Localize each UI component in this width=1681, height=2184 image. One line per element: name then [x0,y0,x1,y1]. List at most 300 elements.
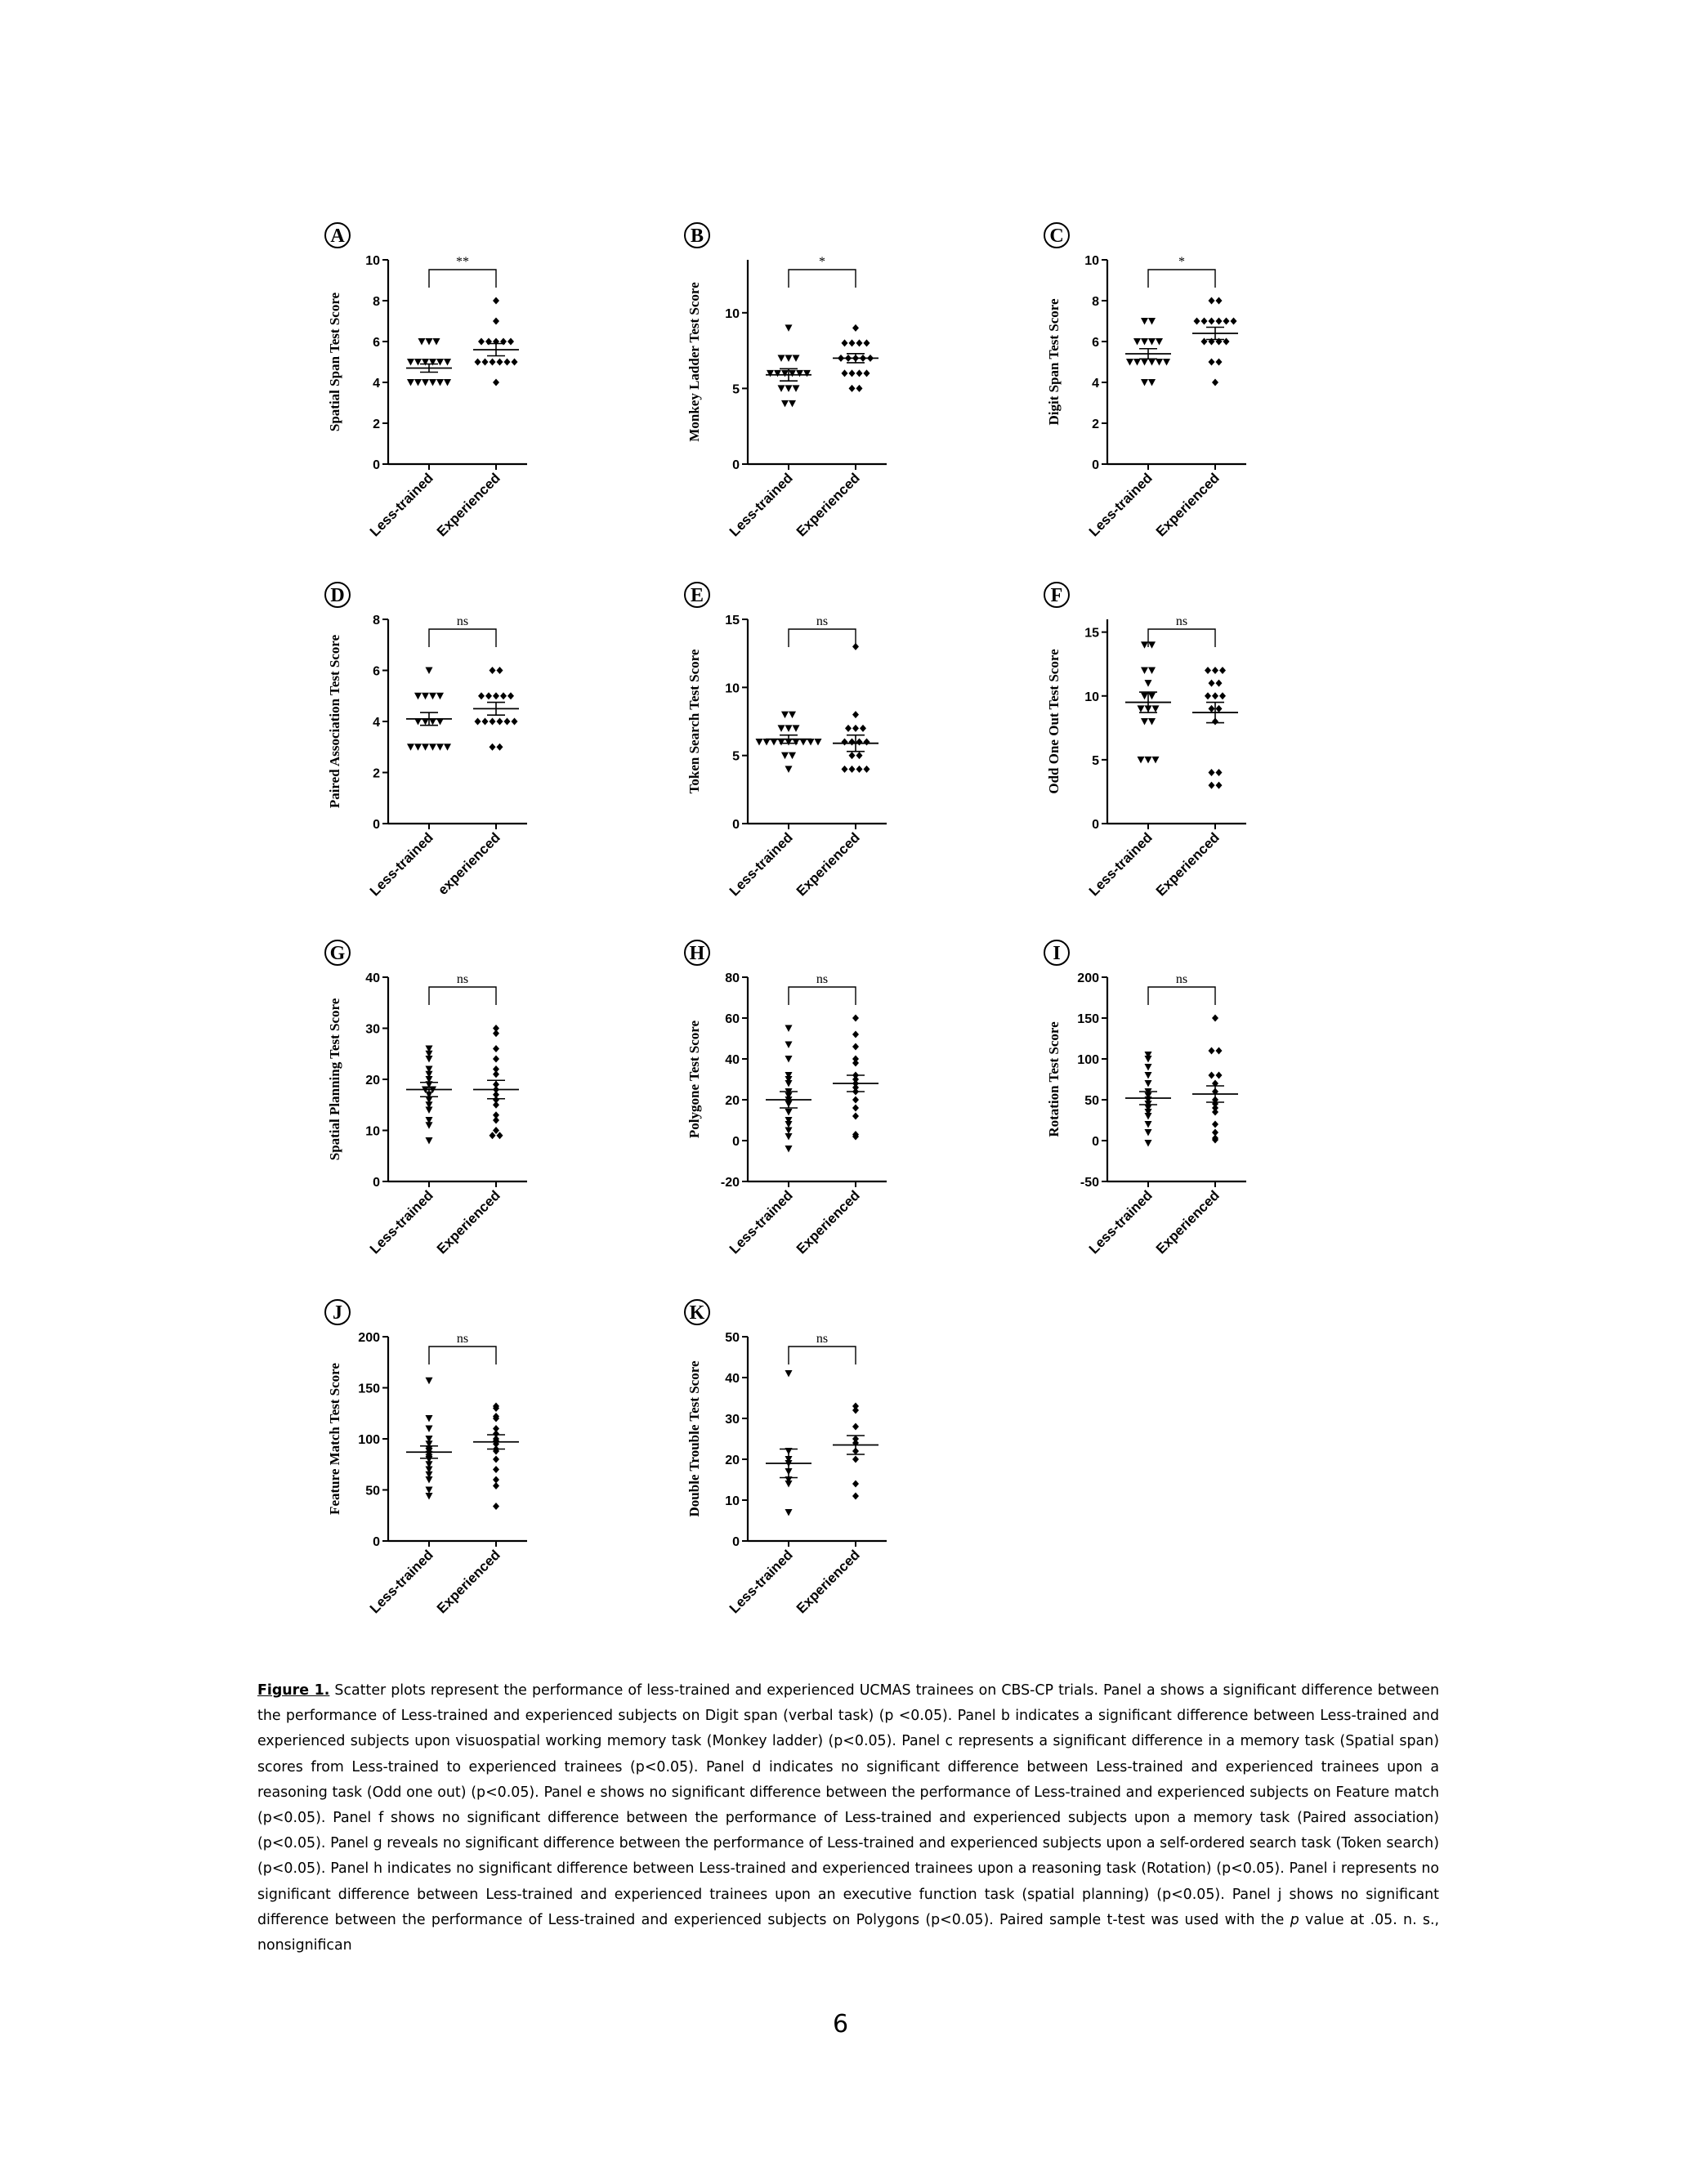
y-tick-label: 0 [373,1535,380,1549]
data-point-experienced [493,1025,499,1032]
page-number: 6 [832,2010,849,2039]
panel-k [666,1297,977,1661]
significance-bracket [789,270,856,288]
data-point-less-trained [426,1137,433,1145]
y-axis-label: Feature Match Test Score [327,1363,342,1515]
y-tick-label: 100 [1077,1053,1099,1067]
data-point-less-trained [1141,641,1148,649]
data-point-experienced [1231,318,1237,325]
data-point-less-trained [1141,379,1148,386]
significance-bracket [1148,629,1215,647]
y-axis-label: Spatial Planning Test Score [327,998,342,1161]
category-label: Less-trained [366,829,436,900]
data-point-experienced [500,692,507,699]
data-point-experienced [856,766,863,773]
data-point-experienced [856,339,863,346]
significance-label: ** [456,255,469,269]
data-point-experienced [1212,1015,1218,1022]
panel-i [1026,938,1336,1302]
category-label: Experienced [433,470,503,540]
data-point-less-trained [1126,359,1133,366]
data-point-less-trained [1148,338,1156,346]
data-point-less-trained [426,338,433,346]
y-tick-label: 20 [725,1454,740,1467]
data-point-less-trained [785,1025,793,1033]
data-point-experienced [512,359,518,366]
data-point-experienced [493,692,499,699]
data-point-less-trained [1138,757,1145,764]
y-tick-label: 5 [732,749,740,764]
data-point-experienced [490,359,496,366]
data-point-experienced [493,297,499,305]
data-point-experienced [493,318,499,325]
data-point-less-trained [418,338,426,346]
data-point-less-trained [789,753,796,760]
data-point-experienced [852,1493,859,1500]
y-tick-label: 5 [1092,753,1099,768]
data-point-experienced [856,739,863,746]
y-tick-label: 0 [373,458,380,472]
y-tick-label: 0 [732,458,740,472]
data-point-experienced [864,339,870,346]
data-point-experienced [852,1096,859,1104]
data-point-less-trained [414,744,422,751]
data-point-less-trained [436,693,444,700]
y-tick-label: 0 [373,818,380,832]
data-point-experienced [849,385,856,392]
data-point-experienced [1216,359,1223,366]
data-point-experienced [1212,667,1218,674]
data-point-experienced [1205,692,1211,699]
y-tick-label: 30 [725,1413,740,1427]
scatter-plot-f [1026,580,1336,944]
y-tick-label: 10 [365,254,380,268]
scatter-plot-e [666,580,977,944]
category-label: Less-trained [366,1547,436,1617]
y-tick-label: 4 [373,716,380,730]
scatter-plot-j [306,1297,617,1661]
data-point-less-trained [1145,1129,1152,1137]
data-point-less-trained [1148,668,1156,675]
data-point-experienced [493,1456,499,1463]
significance-label: * [819,255,825,269]
data-point-experienced [493,1045,499,1052]
data-point-less-trained [426,1378,433,1385]
y-tick-label: 50 [1084,1094,1099,1108]
y-tick-label: 10 [725,1494,740,1508]
data-point-less-trained [1148,359,1156,366]
category-label: Less-trained [1085,1187,1156,1257]
data-point-experienced [1216,318,1223,325]
y-tick-label: 10 [1084,690,1099,704]
data-point-experienced [497,1132,503,1139]
data-point-experienced [852,1423,859,1431]
panel-label: H [689,943,705,964]
data-point-experienced [1209,359,1215,366]
data-point-experienced [842,339,848,346]
y-tick-label: 50 [365,1484,380,1498]
y-tick-label: 100 [358,1433,380,1447]
data-point-experienced [1216,782,1223,789]
data-point-less-trained [781,400,789,408]
significance-bracket [789,987,856,1005]
data-point-experienced [1209,1047,1215,1055]
data-point-less-trained [444,359,451,366]
data-point-less-trained [426,1487,433,1494]
y-axis-label: Monkey Ladder Test Score [686,282,702,442]
significance-label: ns [456,614,469,628]
data-point-less-trained [414,693,422,700]
y-tick-label: 0 [732,1135,740,1149]
category-label: Less-trained [366,1187,436,1257]
data-point-experienced [852,1056,859,1063]
panel-j [306,1297,617,1661]
y-tick-label: 5 [732,382,740,397]
data-point-less-trained [778,355,785,362]
data-point-less-trained [785,1042,793,1049]
data-point-experienced [849,739,856,746]
significance-bracket [429,987,496,1005]
data-point-experienced [493,1065,499,1073]
y-tick-label: 10 [365,1124,380,1139]
data-point-experienced [490,1132,496,1139]
data-point-less-trained [785,1109,793,1116]
y-tick-label: 6 [1092,336,1099,350]
y-tick-label: 80 [725,971,740,985]
data-point-less-trained [1163,359,1170,366]
data-point-less-trained [407,359,414,366]
data-point-experienced [493,1056,499,1063]
data-point-less-trained [785,385,793,392]
category-label: Less-trained [726,1187,796,1257]
data-point-less-trained [815,739,822,746]
data-point-experienced [1201,318,1208,325]
scatter-plot-i [1026,938,1336,1302]
data-point-experienced [1216,769,1223,776]
y-axis-label: Token Search Test Score [686,649,702,794]
y-tick-label: 10 [1084,254,1099,268]
category-label: Less-trained [366,470,436,540]
data-point-less-trained [785,725,793,732]
data-point-experienced [849,752,856,759]
data-point-experienced [482,359,489,366]
data-point-less-trained [793,385,800,392]
y-tick-label: 8 [373,614,380,628]
panel-f [1026,580,1336,944]
data-point-experienced [852,1456,859,1463]
data-point-less-trained [789,370,796,377]
data-point-experienced [852,324,859,332]
data-point-less-trained [756,739,763,746]
data-point-experienced [512,718,518,726]
data-point-experienced [490,744,496,751]
scatter-plot-k [666,1297,977,1661]
y-tick-label: 10 [725,681,740,696]
significance-label: ns [816,614,829,628]
data-point-experienced [856,752,863,759]
significance-bracket [429,1347,496,1364]
scatter-plot-c [1026,221,1336,584]
data-point-less-trained [1145,1080,1152,1088]
data-point-less-trained [444,744,451,751]
data-point-less-trained [774,370,781,377]
data-point-experienced [1209,1072,1215,1079]
category-label: Less-trained [1085,470,1156,540]
data-point-less-trained [785,766,793,773]
y-tick-label: 30 [365,1022,380,1037]
category-label: Experienced [793,1547,863,1617]
category-label: Experienced [433,1187,503,1257]
data-point-less-trained [785,1146,793,1153]
y-tick-label: 0 [1092,1135,1099,1149]
data-point-less-trained [785,1056,793,1063]
data-point-less-trained [1141,338,1148,346]
y-tick-label: 0 [732,818,740,832]
panel-label: A [330,226,345,247]
panel-h [666,938,977,1302]
data-point-experienced [493,1127,499,1134]
data-point-experienced [852,1113,859,1120]
y-tick-label: 2 [1092,418,1099,431]
data-point-experienced [490,667,496,674]
data-point-experienced [856,369,863,377]
data-point-less-trained [1141,668,1148,675]
y-tick-label: 15 [1084,626,1099,641]
data-point-experienced [1209,769,1215,776]
y-tick-label: 15 [725,614,740,628]
scatter-plot-b [666,221,977,584]
data-point-less-trained [414,379,422,386]
significance-bracket [429,270,496,288]
data-point-experienced [849,339,856,346]
data-point-less-trained [785,1133,793,1141]
data-point-experienced [1216,705,1223,712]
data-point-experienced [852,1043,859,1051]
data-point-experienced [1209,782,1215,789]
data-point-less-trained [422,693,429,700]
data-point-less-trained [789,712,796,719]
panel-d [306,580,617,944]
data-point-less-trained [1148,318,1156,325]
data-point-experienced [864,739,870,746]
data-point-experienced [852,711,859,718]
data-point-less-trained [1133,359,1141,366]
y-tick-label: -50 [1080,1176,1099,1190]
data-point-less-trained [1148,641,1156,649]
data-point-experienced [852,1105,859,1112]
y-tick-label: 0 [732,1535,740,1549]
y-axis-label: Spatial Span Test Score [327,292,342,432]
data-point-experienced [478,692,485,699]
data-point-experienced [497,718,503,726]
y-axis-label: Polygone Test Score [686,1020,702,1139]
y-tick-label: 2 [373,418,380,431]
category-label: Experienced [433,1547,503,1617]
scatter-plot-h [666,938,977,1302]
data-point-less-trained [1156,359,1163,366]
y-tick-label: 4 [1092,377,1099,391]
category-label: Experienced [793,829,863,900]
data-point-less-trained [1141,359,1148,366]
y-tick-label: 40 [365,971,380,985]
data-point-experienced [852,643,859,650]
data-point-less-trained [1145,1064,1152,1071]
data-point-less-trained [1152,705,1160,712]
category-label: Less-trained [726,1547,796,1617]
scatter-plot-g [306,938,617,1302]
significance-label: ns [1175,972,1188,986]
y-tick-label: 150 [358,1382,380,1396]
data-point-less-trained [785,1128,793,1135]
data-point-less-trained [793,725,800,732]
panel-label: C [1049,226,1064,247]
significance-label: ns [816,1332,829,1346]
significance-bracket [1148,987,1215,1005]
category-label: Experienced [1152,470,1223,540]
data-point-experienced [490,718,496,726]
data-point-less-trained [781,712,789,719]
data-point-less-trained [793,355,800,362]
data-point-less-trained [1133,338,1141,346]
panel-g [306,938,617,1302]
y-axis-label: Rotation Test Score [1046,1021,1062,1137]
data-point-less-trained [444,379,451,386]
data-point-less-trained [781,370,789,377]
caption-p-italic: p [1290,1911,1299,1928]
data-point-experienced [842,369,848,377]
y-tick-label: -20 [720,1176,740,1190]
y-tick-label: 4 [373,377,380,391]
data-point-experienced [1212,1121,1218,1128]
data-point-experienced [1216,297,1223,305]
data-point-experienced [497,744,503,751]
data-point-less-trained [1145,1121,1152,1128]
data-point-less-trained [767,370,774,377]
y-tick-label: 2 [373,766,380,781]
panel-b [666,221,977,584]
data-point-experienced [852,1015,859,1022]
data-point-less-trained [426,1426,433,1433]
panel-e [666,580,977,944]
data-point-less-trained [1148,693,1156,700]
category-label: Experienced [793,470,863,540]
significance-label: ns [1175,614,1188,628]
data-point-experienced [1209,318,1215,325]
data-point-experienced [1223,318,1230,325]
y-tick-label: 40 [725,1372,740,1386]
data-point-less-trained [426,668,433,675]
data-point-experienced [864,369,870,377]
caption-text-end: value at .05. n. s., nonsignifican [257,1911,1440,1954]
data-point-experienced [1216,1047,1223,1055]
data-point-less-trained [785,324,793,331]
y-tick-label: 8 [373,295,380,309]
data-point-less-trained [429,379,436,386]
panel-label: G [329,943,346,964]
data-point-experienced [485,692,492,699]
data-point-less-trained [426,1415,433,1423]
figure-label: Figure 1. [257,1682,330,1699]
data-point-experienced [478,338,485,346]
y-axis-label: Digit Span Test Score [1046,298,1062,426]
data-point-experienced [1209,680,1215,687]
significance-bracket [1148,270,1215,288]
y-tick-label: 6 [373,336,380,350]
data-point-experienced [864,766,870,773]
data-point-experienced [1205,667,1211,674]
data-point-less-trained [1148,718,1156,726]
data-point-experienced [1212,379,1218,386]
data-point-less-trained [796,370,803,377]
data-point-experienced [852,1031,859,1038]
data-point-less-trained [778,385,785,392]
data-point-experienced [1219,667,1226,674]
panel-label: I [1053,943,1061,964]
significance-label: * [1178,255,1185,269]
data-point-less-trained [778,725,785,732]
significance-label: ns [816,972,829,986]
y-tick-label: 6 [373,664,380,679]
data-point-experienced [1212,692,1218,699]
data-point-less-trained [789,400,796,408]
category-label: Less-trained [1085,829,1156,900]
y-tick-label: 10 [725,306,740,321]
panel-label: K [689,1302,705,1324]
data-point-less-trained [1141,718,1148,726]
figure-caption [257,1678,1439,1958]
data-point-less-trained [429,693,436,700]
y-tick-label: 200 [1077,971,1099,985]
data-point-less-trained [422,379,429,386]
y-tick-label: 0 [1092,458,1099,472]
significance-label: ns [456,1332,469,1346]
data-point-experienced [1216,1072,1223,1079]
data-point-less-trained [1145,680,1152,687]
data-point-experienced [497,359,503,366]
data-point-less-trained [1141,318,1148,325]
category-label: Less-trained [726,829,796,900]
data-point-experienced [504,718,511,726]
panel-a [306,221,617,584]
data-point-less-trained [803,370,811,377]
data-point-less-trained [429,744,436,751]
data-point-experienced [842,766,848,773]
data-point-experienced [475,718,481,726]
category-label: experienced [435,829,503,898]
data-point-less-trained [1138,705,1145,712]
panel-label: D [330,585,345,606]
data-point-less-trained [1148,379,1156,386]
scatter-plot-a [306,221,617,584]
data-point-experienced [849,369,856,377]
category-label: Less-trained [726,470,796,540]
data-point-experienced [1194,318,1200,325]
data-point-experienced [1209,297,1215,305]
data-point-less-trained [407,379,414,386]
data-point-experienced [1216,680,1223,687]
data-point-experienced [497,667,503,674]
data-point-less-trained [1152,757,1160,764]
data-point-experienced [849,766,856,773]
y-tick-label: 20 [365,1074,380,1088]
data-point-experienced [852,1403,859,1410]
data-point-experienced [493,1466,499,1473]
data-point-less-trained [1145,1140,1152,1147]
panel-c [1026,221,1336,584]
significance-label: ns [456,972,469,986]
data-point-experienced [493,1503,499,1510]
data-point-experienced [856,385,863,392]
